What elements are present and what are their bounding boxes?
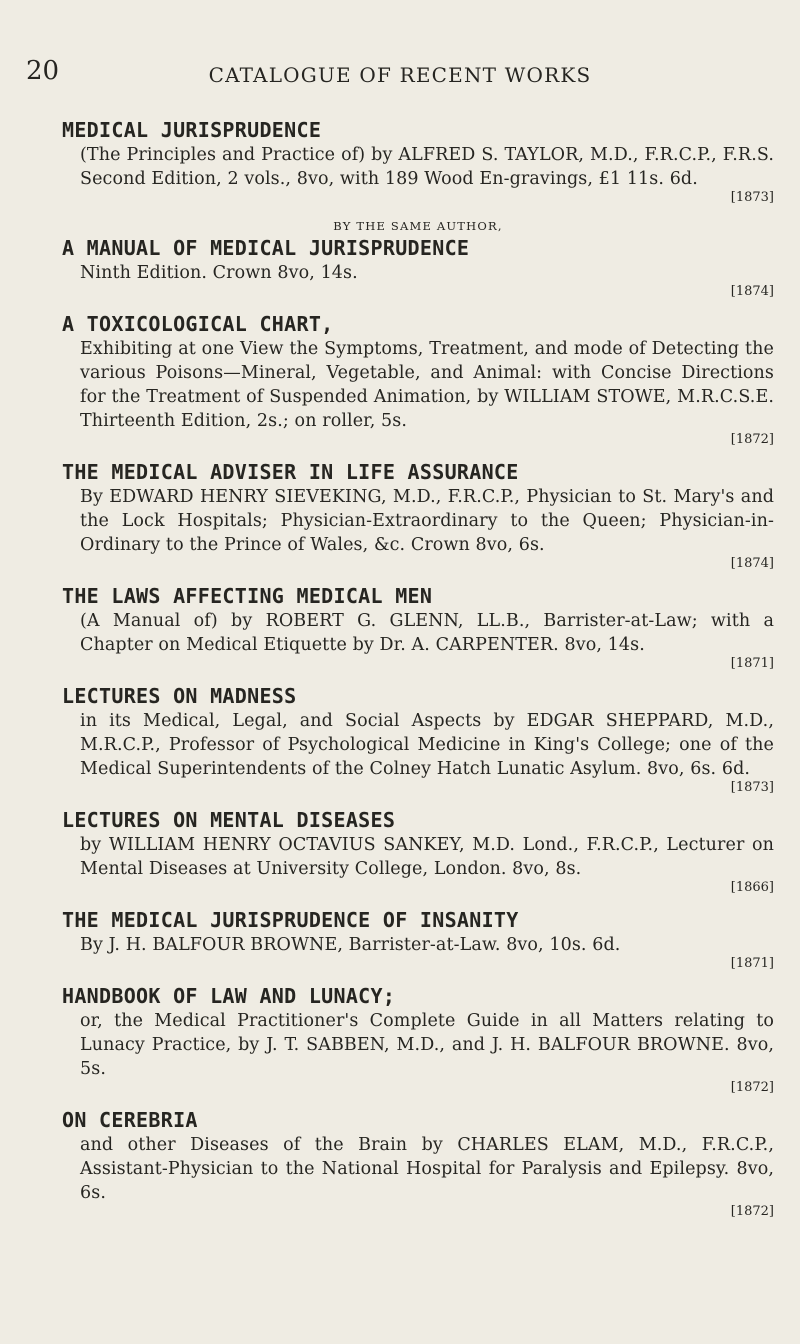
entry-title: LECTURES ON MADNESS (62, 684, 297, 708)
entry-date: [1872] (730, 1080, 774, 1095)
entry-description: and other Diseases of the Brain by CHARLES ELAM, M.D., F.R.C.P., Assistant-Physician to the National Hospital for Paralysis and Epilepsy. 8vo, 6s. (80, 1135, 774, 1203)
entry-date: [1872] (730, 1204, 774, 1219)
entry-date: [1871] (730, 956, 774, 971)
entry-item (62, 218, 774, 301)
entry-title: MEDICAL JURISPRUDENCE (62, 118, 322, 142)
entry-list (62, 118, 774, 1232)
entry-description: or, the Medical Practitioner's Complete Guide in all Matters relating to Lunacy Practice, by J. T. SABBEN, M.D., and J. H. BALFOUR BROWNE. 8vo, 5s. (80, 1011, 774, 1079)
entry-item (62, 808, 774, 897)
entry-date: [1873] (730, 190, 774, 205)
entry-title: THE MEDICAL ADVISER IN LIFE ASSURANCE (62, 460, 519, 484)
entry-item (62, 1108, 774, 1221)
entry-title: ON CEREBRIA (62, 1108, 198, 1132)
entry-item (62, 460, 774, 573)
entry-item (62, 584, 774, 673)
entry-date: [1871] (730, 656, 774, 671)
entry-item (62, 908, 774, 973)
entry-item (62, 684, 774, 797)
entry-date: [1874] (730, 556, 774, 571)
entry-title: THE MEDICAL JURISPRUDENCE OF INSANITY (62, 908, 519, 932)
entry-title: HANDBOOK OF LAW AND LUNACY; (62, 984, 396, 1008)
entry-description: by WILLIAM HENRY OCTAVIUS SANKEY, M.D. Lond., F.R.C.P., Lecturer on Mental Diseases at University College, London. 8vo, 8s. (80, 835, 774, 879)
page-number: 20 (26, 56, 60, 86)
running-head: CATALOGUE OF RECENT WORKS (208, 63, 592, 87)
entry-item (62, 312, 774, 449)
entry-description: Ninth Edition. Crown 8vo, 14s. (80, 263, 358, 283)
entry-description: (A Manual of) by ROBERT G. GLENN, LL.B., Barrister-at-Law; with a Chapter on Medical Etiquette by Dr. A. CARPENTER. 8vo, 14s. (80, 611, 774, 655)
entry-title: LECTURES ON MENTAL DISEASES (62, 808, 396, 832)
entry-description: in its Medical, Legal, and Social Aspects by EDGAR SHEPPARD, M.D., M.R.C.P., Professor of Psychological Medicine in King's College; one of the Medical Superintendents of the Colney Hatch Lunatic Asylum. 8vo, 6s. 6d. (80, 711, 774, 779)
entry-title: THE LAWS AFFECTING MEDICAL MEN (62, 584, 433, 608)
entry-date: [1866] (730, 880, 774, 895)
entry-item (62, 118, 774, 207)
entry-date: [1872] (730, 432, 774, 447)
entry-title: A TOXICOLOGICAL CHART, (62, 312, 334, 336)
entry-item (62, 984, 774, 1097)
entry-description: By J. H. BALFOUR BROWNE, Barrister-at-Law. 8vo, 10s. 6d. (80, 935, 621, 955)
entry-date: [1874] (730, 284, 774, 299)
entry-subheading: BY THE SAME AUTHOR, (333, 219, 503, 233)
entry-description: By EDWARD HENRY SIEVEKING, M.D., F.R.C.P., Physician to St. Mary's and the Lock Hospitals; Physician-Extraordinary to the Queen; Physician-in-Ordinary to the Prince of Wales, &c. Crown 8vo, 6s. (80, 487, 774, 555)
entry-description: (The Principles and Practice of) by ALFRED S. TAYLOR, M.D., F.R.C.P., F.R.S. Second Edition, 2 vols., 8vo, with 189 Wood En-gravings, £1 11s. 6d. (80, 145, 774, 189)
entry-description: Exhibiting at one View the Symptoms, Treatment, and mode of Detecting the various Poisons—Mineral, Vegetable, and Animal: with Concise Directions for the Treatment of Suspended Animation, by WILLIAM STOWE, M.R.C.S.E. Thirteenth Edition, 2s.; on roller, 5s. (80, 339, 774, 431)
entry-date: [1873] (730, 780, 774, 795)
entry-title: A MANUAL OF MEDICAL JURISPRUDENCE (62, 236, 470, 260)
